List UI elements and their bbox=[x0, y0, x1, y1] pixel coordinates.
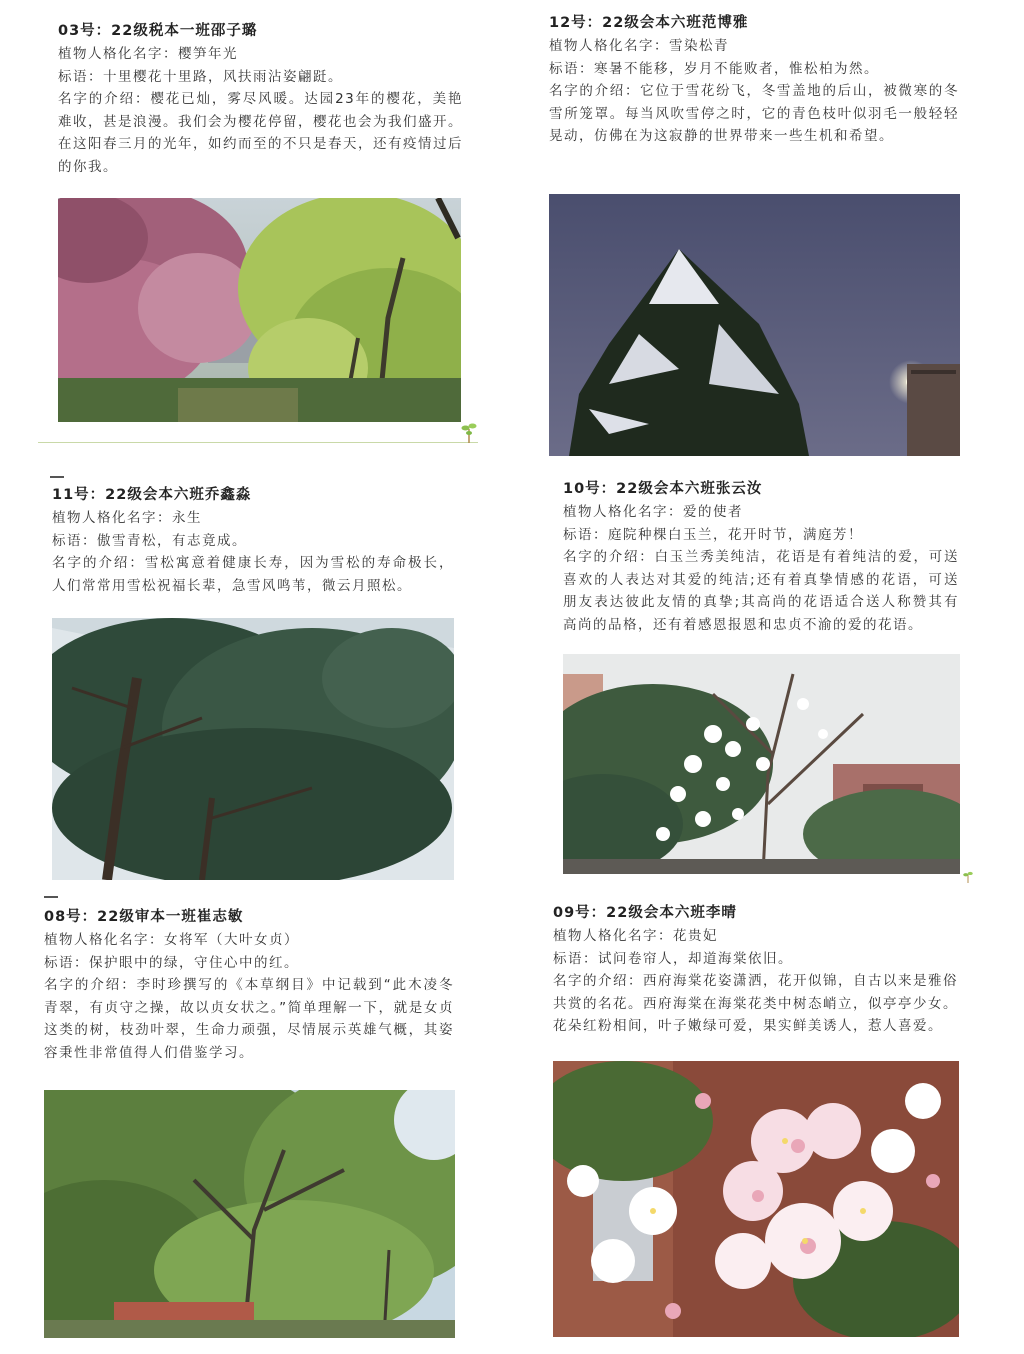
entry-12 bbox=[549, 12, 959, 148]
slogan-label: 标语： bbox=[52, 532, 97, 549]
cherry-blossom-willow-photo bbox=[58, 198, 461, 422]
cedar-tree-photo bbox=[52, 618, 454, 880]
intro-label: 名字的介绍： bbox=[52, 555, 145, 571]
slogan-label: 标语： bbox=[549, 60, 594, 77]
entry-title: 09号：22级会本六班李晴 bbox=[553, 905, 737, 921]
slogan: 寒暑不能移，岁月不能败者，惟松柏为然。 bbox=[594, 60, 879, 77]
slogan: 试问卷帘人，却道海棠依旧。 bbox=[598, 950, 793, 967]
plant-name: 雪染松青 bbox=[669, 38, 729, 54]
entry-08 bbox=[44, 906, 454, 1064]
name-label: 植物人格化名字： bbox=[553, 928, 673, 944]
name-label: 植物人格化名字： bbox=[58, 46, 178, 62]
slogan-label: 标语： bbox=[44, 954, 89, 971]
snowy-pine-night-photo bbox=[549, 194, 960, 456]
plant-name: 樱笋年光 bbox=[178, 46, 238, 62]
sprout-icon bbox=[461, 421, 477, 443]
name-label: 植物人格化名字： bbox=[52, 510, 172, 526]
entry-title: 03号：22级税本一班邵子璐 bbox=[58, 23, 258, 39]
corner-mark bbox=[44, 896, 58, 898]
intro-label: 名字的介绍： bbox=[44, 977, 137, 993]
crabapple-blossom-photo bbox=[553, 1061, 959, 1337]
slogan-label: 标语： bbox=[553, 950, 598, 967]
entry-title: 11号：22级会本六班乔鑫淼 bbox=[52, 487, 252, 503]
plant-name: 永生 bbox=[172, 510, 202, 526]
intro-label: 名字的介绍： bbox=[553, 973, 643, 989]
entry-title: 12号：22级会本六班范博雅 bbox=[549, 15, 749, 31]
slogan: 庭院种棵白玉兰，花开时节，满庭芳！ bbox=[608, 526, 863, 543]
sprout-icon bbox=[962, 869, 974, 883]
entry-11 bbox=[52, 484, 454, 597]
intro-text: 李时珍撰写的《本草纲目》中记载到“此木凌冬青翠，有贞守之操，故以贞女状之。”简单理解一下，就是女贞这类的树，枝劲叶翠，生命力顽强，尽情展示英雄气概，其姿容秉性非常值得人们借鉴学习。 bbox=[44, 977, 454, 1061]
name-label: 植物人格化名字： bbox=[563, 504, 683, 520]
plant-name: 花贵妃 bbox=[673, 928, 718, 944]
slogan: 十里樱花十里路，风扶雨沾姿翩跹。 bbox=[103, 68, 343, 85]
intro-text: 雪松寓意着健康长寿，因为雪松的寿命极长，人们常常用雪松祝福长辈，急雪风鸣苇，微云月照松。 bbox=[52, 555, 455, 594]
entry-10 bbox=[563, 478, 959, 636]
intro-label: 名字的介绍： bbox=[549, 83, 641, 99]
corner-mark bbox=[50, 476, 64, 478]
intro-label: 名字的介绍： bbox=[58, 91, 151, 107]
entry-03 bbox=[58, 20, 463, 178]
slogan-label: 标语： bbox=[563, 526, 608, 543]
slogan-label: 标语： bbox=[58, 68, 103, 85]
intro-label: 名字的介绍： bbox=[563, 549, 655, 565]
white-magnolia-photo bbox=[563, 654, 960, 874]
section-divider bbox=[38, 442, 478, 443]
glossy-privet-trees-photo bbox=[44, 1090, 455, 1338]
intro-text: 白玉兰秀美纯洁，花语是有着纯洁的爱，可送喜欢的人表达对其爱的纯洁;还有着真挚情感的花语，可送朋友表达彼此友情的真挚;其高尚的花语适合送人称赞其有高尚的品格，还有着感恩报恩和忠贞不渝的爱的花语。 bbox=[563, 549, 960, 633]
plant-name: 女将军（大叶女贞） bbox=[164, 932, 299, 948]
name-label: 植物人格化名字： bbox=[549, 38, 669, 54]
plant-name: 爱的使者 bbox=[683, 504, 743, 520]
intro-text: 西府海棠花姿潇洒，花开似锦，自古以来是雅俗共赏的名花。西府海棠在海棠花类中树态峭立，似亭亭少女。花朵红粉相间，叶子嫩绿可爱，果实鲜美诱人，惹人喜爱。 bbox=[553, 973, 958, 1034]
entry-title: 10号：22级会本六班张云汝 bbox=[563, 481, 763, 497]
intro-text: 它位于雪花纷飞，冬雪盖地的后山，被微寒的冬雪所笼罩。每当风吹雪停之时，它的青色枝叶似羽毛一般轻轻晃动，仿佛在为这寂静的世界带来一些生机和希望。 bbox=[549, 83, 960, 144]
slogan: 傲雪青松，有志竟成。 bbox=[97, 532, 247, 549]
entry-title: 08号：22级审本一班崔志敏 bbox=[44, 909, 244, 925]
entry-09 bbox=[553, 902, 958, 1038]
intro-text: 樱花已灿，雾尽风暖。达园23年的樱花，美艳难收，甚是浪漫。我们会为樱花停留，樱花也会为我们盛开。在这阳春三月的光年，如约而至的不只是春天，还有疫情过后的你我。 bbox=[58, 91, 463, 175]
name-label: 植物人格化名字： bbox=[44, 932, 164, 948]
slogan: 保护眼中的绿，守住心中的红。 bbox=[89, 954, 299, 971]
